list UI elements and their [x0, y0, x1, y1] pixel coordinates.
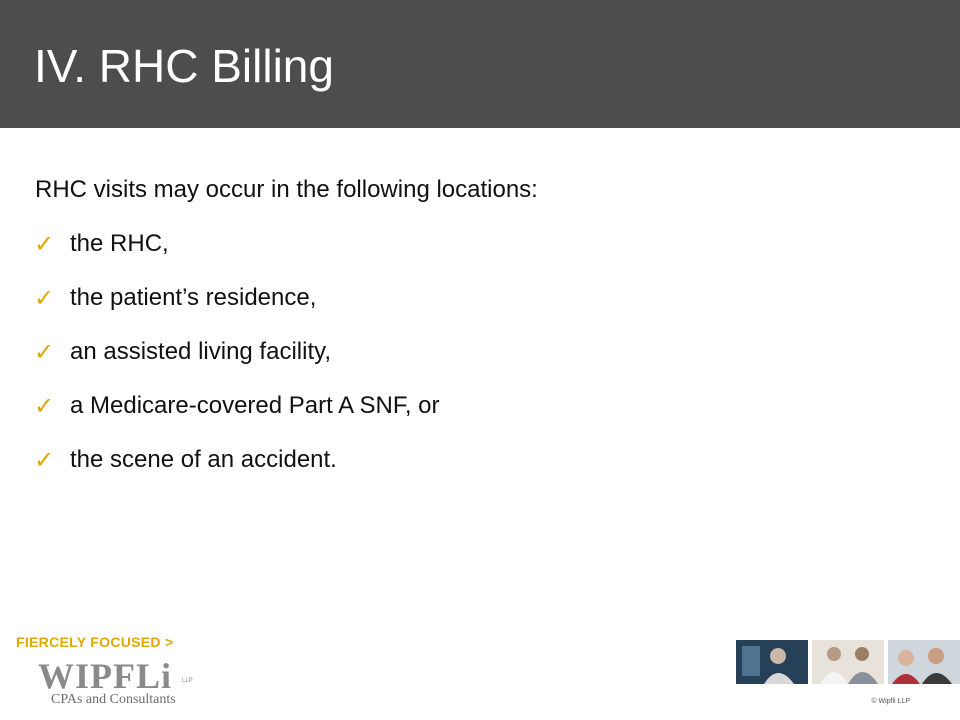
list-item-text: the scene of an accident.: [70, 446, 337, 473]
list-item: [34, 388, 440, 442]
list-item-text: a Medicare-covered Part A SNF, or: [70, 392, 440, 419]
photo-thumbnail: [812, 640, 884, 684]
checkmark-icon: ✓: [34, 338, 55, 366]
list-item-text: the RHC,: [70, 230, 169, 257]
list-item-text: the patient’s residence,: [70, 284, 317, 311]
location-list: [34, 226, 440, 496]
list-item-text: an assisted living facility,: [70, 338, 331, 365]
checkmark-icon: ✓: [34, 446, 55, 474]
footer-photo-strip: [736, 640, 960, 684]
copyright-notice: © Wipfli LLP: [871, 698, 910, 705]
slide-title: IV. RHC Billing: [34, 40, 334, 92]
list-item: [34, 226, 440, 280]
wipfli-logo: [14, 634, 214, 714]
logo-subtag: CPAs and Consultants: [51, 692, 176, 707]
checkmark-icon: ✓: [34, 392, 55, 420]
list-item: [34, 334, 440, 388]
title-bar: [0, 0, 960, 128]
list-item: [34, 442, 440, 496]
list-item: [34, 280, 440, 334]
logo-tagline: FIERCELY FOCUSED >: [16, 634, 174, 650]
logo-suffix: LLP: [182, 678, 193, 684]
checkmark-icon: ✓: [34, 284, 55, 312]
logo-wordmark: WIPFLi: [38, 656, 173, 696]
checkmark-icon: ✓: [34, 230, 55, 258]
intro-text: RHC visits may occur in the following locations:: [35, 176, 538, 203]
photo-thumbnail: [888, 640, 960, 684]
photo-thumbnail: [736, 640, 808, 684]
